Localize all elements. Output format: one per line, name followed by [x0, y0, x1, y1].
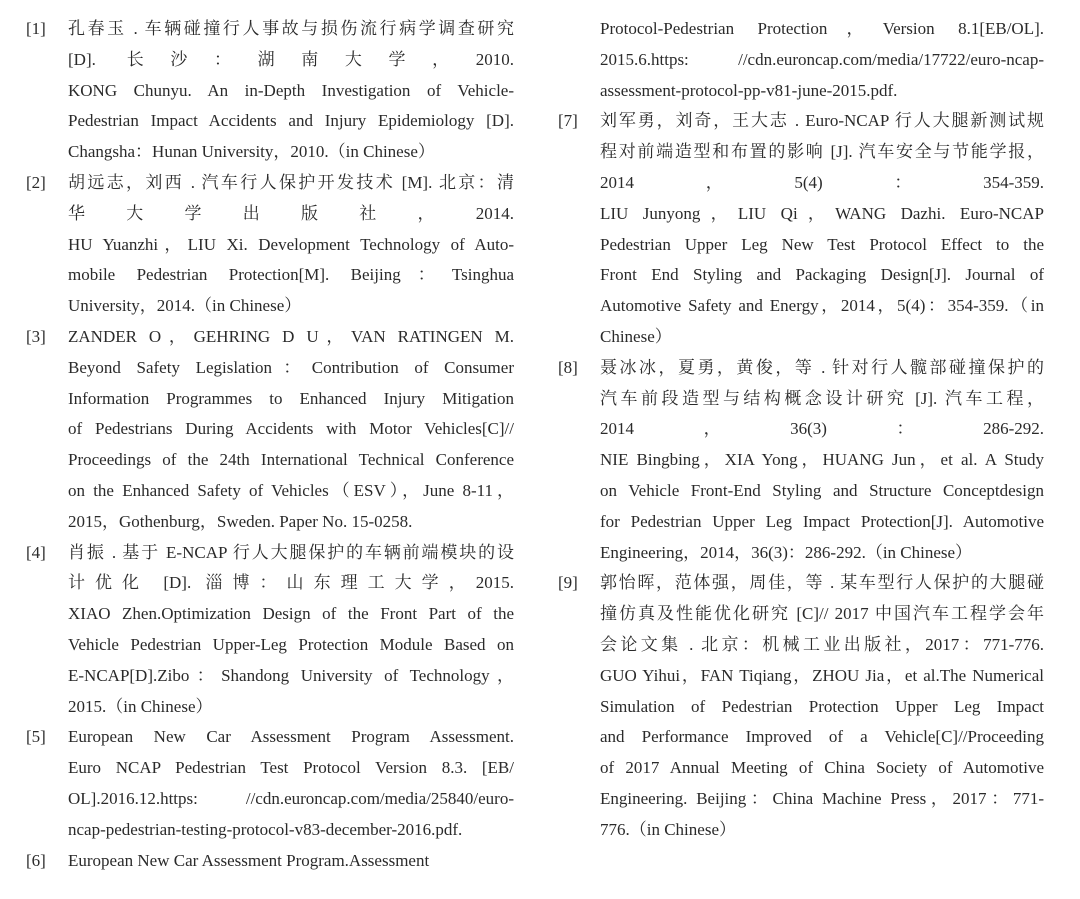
reference-line: E-NCAP[D].Zibo：Shandong University of Technology， — [68, 665, 514, 685]
reference-number: [8] — [558, 357, 578, 377]
reference-line: Engineering，2014，36(3)：286-292.（in Chinese） — [600, 542, 973, 562]
reference-line: Beyond Safety Legislation：Contribution of Consumer — [68, 357, 514, 377]
reference-number: [9] — [558, 573, 578, 593]
reference-number: [3] — [26, 326, 46, 346]
reference-line: 郭怡晖，范体强，周佳，等 . 某车型行人保护的大腿碰 — [600, 573, 1044, 593]
reference-line: Protocol-Pedestrian Protection，Version 8.1[EB/OL]. — [600, 19, 1044, 38]
reference-line: Vehicle Pedestrian Upper-Leg Protection Module Based on — [68, 634, 514, 654]
right-reference-list — [558, 106, 1044, 845]
reference-line: Front End Styling and Packaging Design[J]. Journal of — [600, 265, 1044, 285]
reference-entry — [26, 722, 514, 845]
reference-number: [7] — [558, 111, 578, 131]
reference-text — [68, 14, 514, 168]
reference-entry — [558, 106, 1044, 352]
reference-text — [68, 722, 514, 845]
reference-line: of Pedestrians During Accidents with Motor Vehicles[C]// — [68, 419, 514, 439]
reference-line: 撞仿真及性能优化研究 [C]// 2017 中国汽车工程学会年 — [600, 604, 1044, 624]
reference-line: 2015，Gothenburg，Sweden. Paper No. 15-0258. — [68, 511, 413, 531]
reference-line: Pedestrian Impact Accidents and Injury Epidemiology [D]. — [68, 111, 514, 131]
reference-entry — [26, 14, 514, 168]
reference-line: 会论文集 . 北京：机械工业出版社，2017：771-776. — [600, 634, 1044, 654]
reference-number: [2] — [26, 172, 46, 192]
reference-entry — [558, 568, 1044, 845]
reference-number: [5] — [26, 727, 46, 747]
reference-line: Automotive Safety and Energy，2014，5(4)：354-359.（in — [600, 296, 1044, 316]
reference-line: XIAO Zhen.Optimization Design of the Front Part of the — [68, 604, 514, 624]
reference-line: 2014，5(4)：354-359. — [600, 172, 1044, 192]
reference-line: Pedestrian Upper Leg New Test Protocol Effect to the — [600, 234, 1044, 254]
right-column — [558, 14, 1044, 846]
reference-entry — [558, 353, 1044, 569]
reference-line: for Pedestrian Upper Leg Impact Protection[J]. Automotive — [600, 511, 1044, 531]
reference-line: 刘军勇，刘奇，王大志 . Euro-NCAP 行人大腿新测试规 — [600, 111, 1044, 131]
reference-text — [68, 538, 514, 723]
left-column — [26, 14, 514, 876]
reference-text — [68, 846, 514, 877]
reference-line: 聂冰冰，夏勇，黄俊，等 . 针对行人髋部碰撞保护的 — [600, 357, 1044, 377]
reference-line: Proceedings of the 24th International Technical Conference — [68, 450, 514, 470]
reference-line: 孔春玉 . 车辆碰撞行人事故与损伤流行病学调查研究 — [68, 19, 514, 38]
reference-line: mobile Pedestrian Protection[M]. Beijing：Tsinghua — [68, 265, 514, 285]
reference-line: 汽车前段造型与结构概念设计研究 [J]. 汽车工程， — [600, 388, 1044, 408]
reference-line: 2015.（in Chinese） — [68, 696, 213, 716]
reference-line: HU Yuanzhi，LIU Xi. Development Technology of Auto- — [68, 234, 514, 254]
reference-line: European New Car Assessment Program Assessment. — [68, 727, 514, 747]
reference-line: 776.（in Chinese） — [600, 819, 736, 839]
reference-line: 胡远志，刘西 . 汽车行人保护开发技术 [M]. 北京：清 — [68, 172, 514, 192]
reference-line: on the Enhanced Safety of Vehicles（ESV），June 8-11， — [68, 480, 514, 500]
reference-line: Information Programmes to Enhanced Injury Mitigation — [68, 388, 514, 408]
reference-line: 2014，36(3)：286-292. — [600, 419, 1044, 439]
reference-line: 华大学出版社，2014. — [68, 203, 514, 223]
reference-line: and Performance Improved of a Vehicle[C]//Proceeding — [600, 727, 1044, 747]
reference-line: GUO Yihui，FAN Tiqiang，ZHOU Jia，et al.The Numerical — [600, 665, 1044, 685]
reference-line: Changsha：Hunan University，2010.（in Chinese） — [68, 142, 435, 162]
reference-line: University，2014.（in Chinese） — [68, 296, 302, 316]
reference-number: [4] — [26, 542, 46, 562]
reference-text — [68, 168, 514, 322]
reference-line: ncap-pedestrian-testing-protocol-v83-december-2016.pdf. — [68, 819, 463, 839]
reference-text — [600, 106, 1044, 352]
reference-line: Euro NCAP Pedestrian Test Protocol Version 8.3. [EB/ — [68, 758, 514, 778]
reference-line: KONG Chunyu. An in-Depth Investigation of Vehicle- — [68, 80, 514, 100]
reference-line: [D]. 长沙：湖南大学，2010. — [68, 49, 514, 69]
reference-number: [6] — [26, 850, 46, 870]
reference-line: 程对前端造型和布置的影响 [J]. 汽车安全与节能学报， — [600, 142, 1044, 162]
reference-entry — [26, 538, 514, 723]
reference-line: Engineering. Beijing：China Machine Press，2017：771- — [600, 788, 1044, 808]
reference-line: 2015.6.https: //cdn.euroncap.com/media/17722/euro-ncap- — [600, 49, 1044, 69]
reference-line: OL].2016.12.https: //cdn.euroncap.com/media/25840/euro- — [68, 788, 514, 808]
reference-text — [600, 568, 1044, 845]
reference-entry — [26, 168, 514, 322]
reference-entry — [26, 322, 514, 538]
reference-entry — [26, 846, 514, 877]
reference-line: Chinese） — [600, 326, 672, 346]
reference-line: on Vehicle Front-End Styling and Structure Conceptdesign — [600, 480, 1044, 500]
reference-line: European New Car Assessment Program.Assessment — [68, 850, 430, 870]
reference-line: NIE Bingbing，XIA Yong，HUANG Jun，et al. A Study — [600, 450, 1044, 470]
reference-text — [600, 353, 1044, 569]
reference-line: assessment-protocol-pp-v81-june-2015.pdf. — [600, 80, 898, 100]
reference-line: 计优化 [D]. 淄博：山东理工大学，2015. — [68, 573, 514, 593]
reference-line: LIU Junyong，LIU Qi，WANG Dazhi. Euro-NCAP — [600, 203, 1044, 223]
reference-line: 肖振 . 基于 E-NCAP 行人大腿保护的车辆前端模块的设 — [68, 542, 514, 562]
reference-text — [68, 322, 514, 538]
reference-line: ZANDER O，GEHRING D U，VAN RATINGEN M. — [68, 326, 514, 346]
reference-6-continuation — [558, 14, 1044, 106]
reference-number: [1] — [26, 19, 46, 38]
reference-line: of 2017 Annual Meeting of China Society of Automotive — [600, 758, 1044, 778]
reference-line: Simulation of Pedestrian Protection Upper Leg Impact — [600, 696, 1044, 716]
